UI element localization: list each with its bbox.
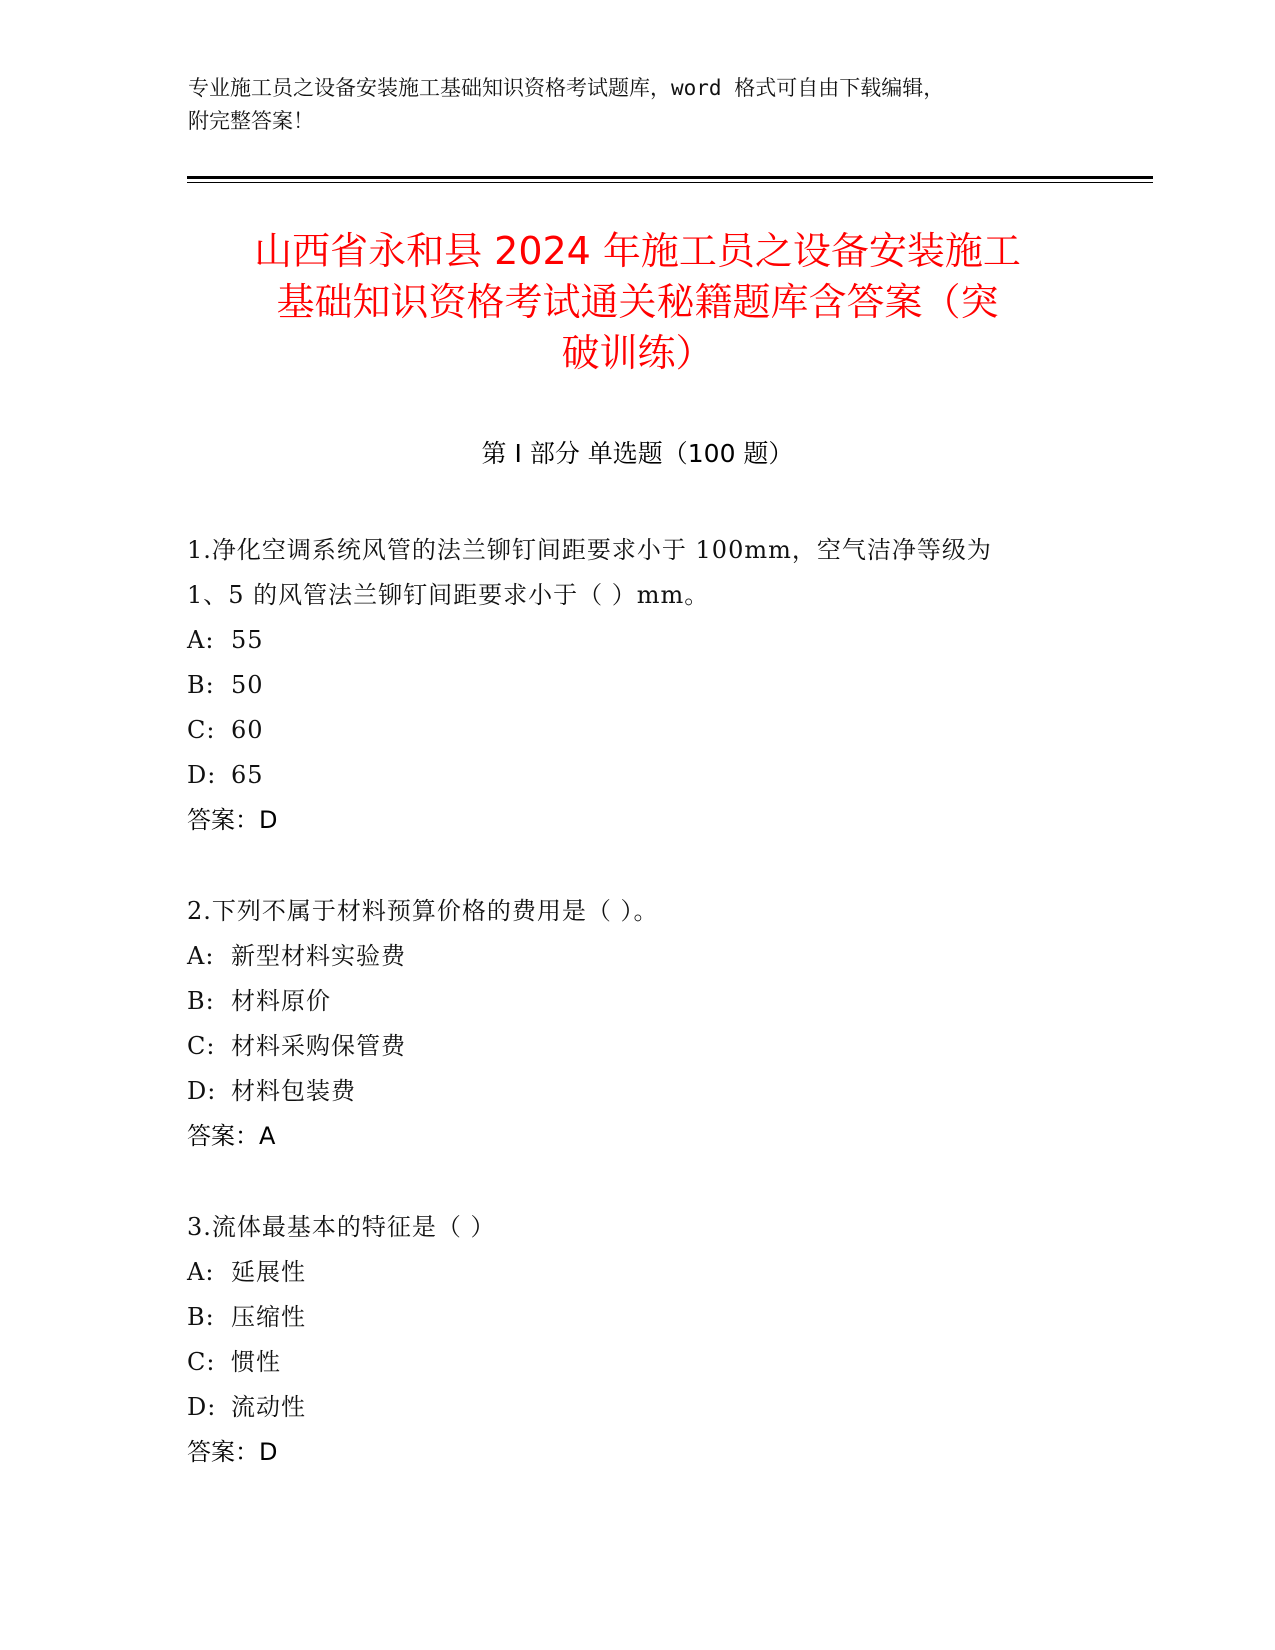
option-key: D: — [187, 761, 217, 789]
option-d — [187, 753, 1087, 798]
option-c — [187, 708, 1087, 753]
answer-line: 答案：D — [187, 1438, 278, 1466]
option-a — [187, 934, 1087, 979]
option-key: B: — [187, 1303, 215, 1331]
title-line-2: 基础知识资格考试通关秘籍题库含答案（突 — [276, 280, 999, 324]
option-text: 60 — [231, 716, 264, 744]
question-text: 3.流体最基本的特征是（ ） — [187, 1213, 496, 1241]
option-text: 55 — [231, 626, 264, 654]
option-key: A: — [187, 626, 215, 654]
option-key: D: — [187, 1077, 217, 1105]
question-item — [187, 889, 1087, 1159]
option-c — [187, 1340, 1087, 1385]
option-key: B: — [187, 671, 215, 699]
question-text: 1.净化空调系统风管的法兰铆钉间距要求小于 100mm，空气洁净等级为 — [187, 536, 992, 564]
header-divider-thin — [187, 182, 1153, 183]
option-text: 压缩性 — [231, 1303, 306, 1331]
option-a — [187, 618, 1087, 663]
option-key: A: — [187, 942, 215, 970]
option-text: 材料采购保管费 — [231, 1032, 406, 1060]
option-key: C: — [187, 1348, 216, 1376]
option-text: 材料包装费 — [231, 1077, 356, 1105]
question-text: 2.下列不属于材料预算价格的费用是（ ）。 — [187, 897, 659, 925]
option-a — [187, 1250, 1087, 1295]
title-line-1: 山西省永和县 2024 年施工员之设备安装施工 — [254, 229, 1021, 273]
option-key: D: — [187, 1393, 217, 1421]
option-text: 新型材料实验费 — [231, 942, 406, 970]
question-item — [187, 528, 1087, 843]
header-note-line-2: 附完整答案！ — [188, 109, 314, 133]
option-text: 材料原价 — [231, 987, 331, 1015]
option-key: C: — [187, 716, 216, 744]
title-line-3: 破训练） — [561, 331, 714, 375]
header-note-line-1: 专业施工员之设备安装施工基础知识资格考试题库，word 格式可自由下载编辑， — [188, 76, 945, 100]
option-b — [187, 1295, 1087, 1340]
option-text: 惯性 — [231, 1348, 281, 1376]
option-key: B: — [187, 987, 215, 1015]
header-divider-thick — [187, 176, 1153, 179]
option-text: 延展性 — [231, 1258, 306, 1286]
header-note — [188, 72, 1088, 138]
option-text: 流动性 — [231, 1393, 306, 1421]
option-text: 50 — [231, 671, 264, 699]
question-text-continued: 1、5 的风管法兰铆钉间距要求小于（ ）mm。 — [187, 581, 710, 609]
answer-line: 答案：A — [187, 1122, 276, 1150]
option-b — [187, 663, 1087, 708]
option-b — [187, 979, 1087, 1024]
option-key: C: — [187, 1032, 216, 1060]
option-d — [187, 1069, 1087, 1114]
document-title — [150, 226, 1125, 379]
answer-line: 答案：D — [187, 806, 278, 834]
option-d — [187, 1385, 1087, 1430]
section-heading: 第 I 部分 单选题（100 题） — [481, 439, 794, 468]
option-key: A: — [187, 1258, 215, 1286]
option-text: 65 — [231, 761, 264, 789]
question-item — [187, 1205, 1087, 1475]
option-c — [187, 1024, 1087, 1069]
question-list — [187, 528, 1087, 1521]
